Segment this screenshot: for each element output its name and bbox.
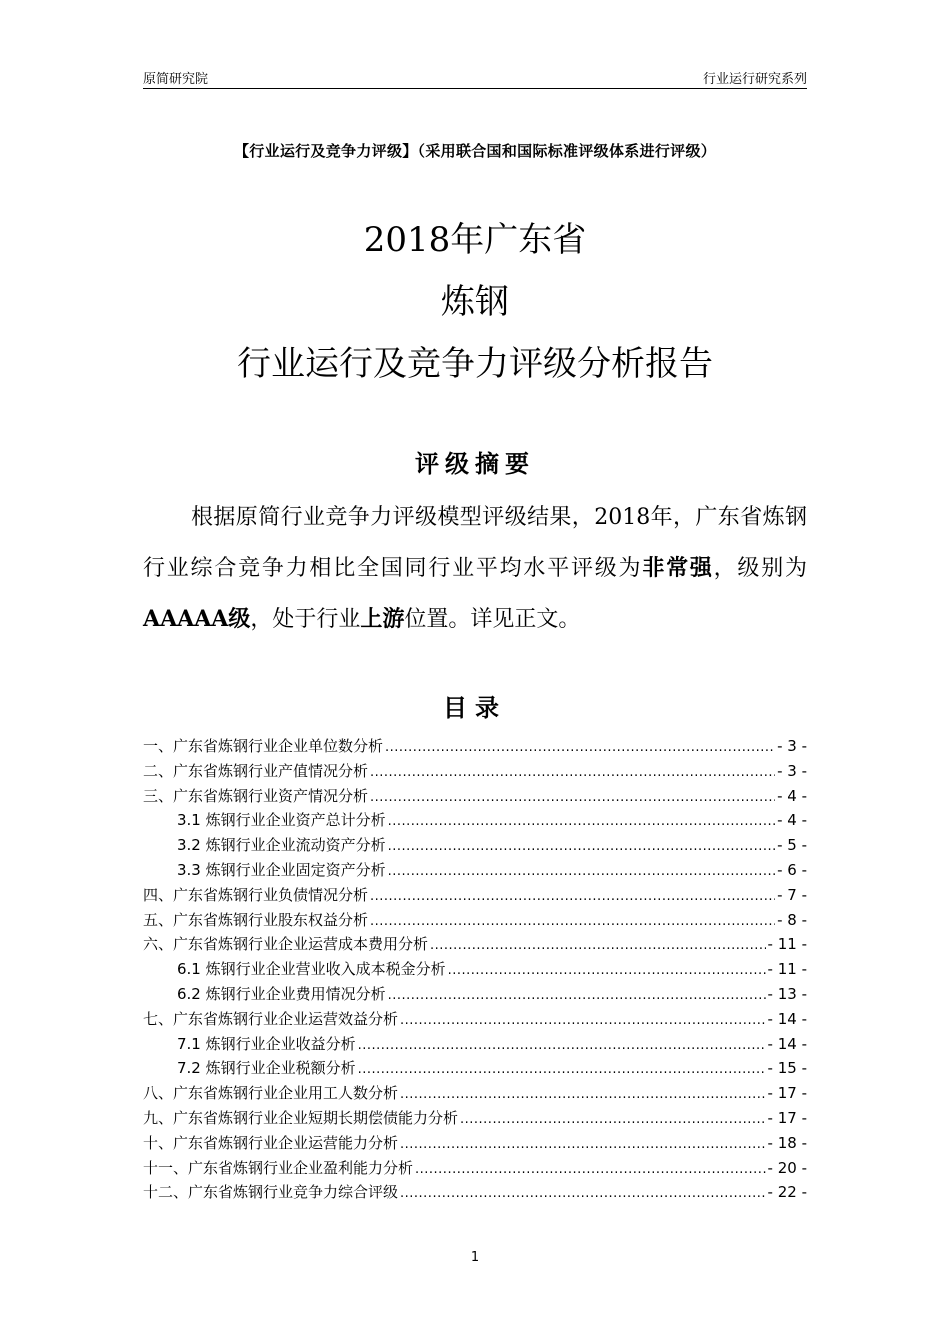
toc-item[interactable] — [143, 784, 807, 809]
header-organization: 原简研究院 — [143, 72, 209, 87]
summary-text-1: 根据原简行业竞争力评级模型评级结果，2018年，广东省炼钢行业综合竞争力相比全国同行业平均水平评级为 — [143, 505, 807, 581]
toc-item-label: 6.1 炼钢行业企业营业收入成本税金分析 — [177, 960, 446, 979]
toc-leader-dots — [370, 786, 775, 811]
toc-item-label: 六、广东省炼钢行业企业运营成本费用分析 — [143, 935, 429, 954]
toc-leader-dots — [388, 860, 775, 885]
toc-item-label: 二、广东省炼钢行业产值情况分析 — [143, 761, 369, 780]
toc-item[interactable] — [143, 1106, 807, 1131]
toc-item-label: 七、广东省炼钢行业企业运营效益分析 — [143, 1009, 399, 1028]
toc-item-page: - 18 - — [767, 1133, 807, 1152]
toc-item-page: - 17 - — [767, 1108, 807, 1127]
toc-subitem[interactable] — [143, 833, 807, 858]
toc-leader-dots — [448, 959, 766, 984]
toc-item-label: 十、广东省炼钢行业企业运营能力分析 — [143, 1133, 399, 1152]
toc-item-page: - 15 - — [767, 1059, 807, 1078]
table-of-contents — [143, 734, 807, 1205]
summary-rating-position: 上游 — [360, 606, 405, 632]
summary-rating-strength: 非常强 — [642, 555, 714, 581]
toc-item-label: 7.2 炼钢行业企业税额分析 — [177, 1059, 356, 1078]
toc-item[interactable] — [143, 759, 807, 784]
toc-item-page: - 11 - — [767, 935, 807, 954]
toc-item-label: 八、广东省炼钢行业企业用工人数分析 — [143, 1084, 399, 1103]
toc-subitem[interactable] — [143, 858, 807, 883]
toc-item[interactable] — [143, 1007, 807, 1032]
toc-leader-dots — [370, 910, 775, 935]
report-tagline: 【行业运行及竞争力评级】（采用联合国和国际标准评级体系进行评级） — [233, 142, 717, 160]
toc-leader-dots — [388, 835, 775, 860]
toc-leader-dots — [400, 1182, 766, 1207]
toc-item-label: 十二、广东省炼钢行业竞争力综合评级 — [143, 1183, 399, 1202]
toc-leader-dots — [415, 1158, 766, 1183]
toc-item-label: 三、广东省炼钢行业资产情况分析 — [143, 786, 369, 805]
toc-item-page: - 20 - — [767, 1158, 807, 1177]
toc-item[interactable] — [143, 1180, 807, 1205]
toc-leader-dots — [400, 1009, 766, 1034]
summary-heading: 评级摘要 — [415, 450, 535, 478]
toc-item-page: - 3 - — [777, 737, 807, 755]
toc-item[interactable] — [143, 1131, 807, 1156]
toc-item[interactable] — [143, 1081, 807, 1106]
toc-leader-dots — [370, 885, 775, 910]
toc-item-page: - 3 - — [777, 761, 807, 780]
toc-item-label: 6.2 炼钢行业企业费用情况分析 — [177, 984, 386, 1003]
header-series: 行业运行研究系列 — [702, 72, 807, 87]
title-line-2: 炼钢 — [441, 282, 509, 322]
toc-leader-dots — [388, 984, 766, 1009]
summary-text-4: 位置。详见正文。 — [404, 607, 581, 632]
toc-item-label: 3.1 炼钢行业企业资产总计分析 — [177, 811, 386, 830]
toc-item-page: - 8 - — [777, 910, 807, 929]
toc-heading: 目录 — [443, 694, 507, 722]
toc-leader-dots — [430, 934, 766, 959]
toc-item[interactable] — [143, 908, 807, 933]
toc-item-label: 一、广东省炼钢行业企业单位数分析 — [143, 737, 384, 755]
toc-item-page: - 14 - — [767, 1009, 807, 1028]
toc-item-label: 3.3 炼钢行业企业固定资产分析 — [177, 860, 386, 879]
toc-subitem[interactable] — [143, 808, 807, 833]
toc-leader-dots — [400, 1083, 766, 1108]
toc-item-page: - 4 - — [777, 786, 807, 805]
toc-leader-dots — [388, 810, 775, 835]
toc-item[interactable] — [143, 734, 807, 759]
summary-text-2: ，级别为 — [713, 556, 807, 581]
toc-item[interactable] — [143, 1156, 807, 1181]
toc-item-label: 五、广东省炼钢行业股东权益分析 — [143, 910, 369, 929]
toc-leader-dots — [358, 1034, 766, 1059]
toc-leader-dots — [460, 1108, 766, 1133]
toc-item-page: - 6 - — [777, 860, 807, 879]
title-line-3: 行业运行及竞争力评级分析报告 — [237, 344, 713, 384]
toc-item[interactable] — [143, 883, 807, 908]
toc-item-page: - 5 - — [777, 836, 807, 855]
toc-leader-dots — [385, 736, 775, 761]
toc-item-page: - 4 - — [777, 811, 807, 830]
toc-subitem[interactable] — [143, 1032, 807, 1057]
page-number: 1 — [470, 1250, 480, 1265]
title-line-1: 2018年广东省 — [363, 220, 587, 260]
toc-item-page: - 13 - — [767, 984, 807, 1003]
summary-text-3: ，处于行业 — [250, 607, 361, 632]
summary-paragraph — [143, 492, 807, 645]
toc-leader-dots — [400, 1133, 766, 1158]
page-header — [143, 66, 807, 89]
toc-subitem[interactable] — [143, 957, 807, 982]
toc-item-page: - 7 - — [777, 885, 807, 904]
toc-item-page: - 14 - — [767, 1034, 807, 1053]
toc-subitem[interactable] — [143, 982, 807, 1007]
toc-leader-dots — [358, 1058, 766, 1083]
toc-item-label: 3.2 炼钢行业企业流动资产分析 — [177, 836, 386, 855]
toc-item-label: 九、广东省炼钢行业企业短期长期偿债能力分析 — [143, 1108, 459, 1127]
toc-item-label: 四、广东省炼钢行业负债情况分析 — [143, 885, 369, 904]
toc-leader-dots — [370, 761, 775, 786]
toc-item-page: - 11 - — [767, 960, 807, 979]
toc-item-label: 十一、广东省炼钢行业企业盈利能力分析 — [143, 1158, 414, 1177]
toc-subitem[interactable] — [143, 1056, 807, 1081]
toc-item-page: - 17 - — [767, 1084, 807, 1103]
toc-item-page: - 22 - — [767, 1183, 807, 1202]
summary-rating-grade: AAAAA级 — [143, 606, 251, 632]
toc-item[interactable] — [143, 932, 807, 957]
toc-item-label: 7.1 炼钢行业企业收益分析 — [177, 1034, 356, 1053]
